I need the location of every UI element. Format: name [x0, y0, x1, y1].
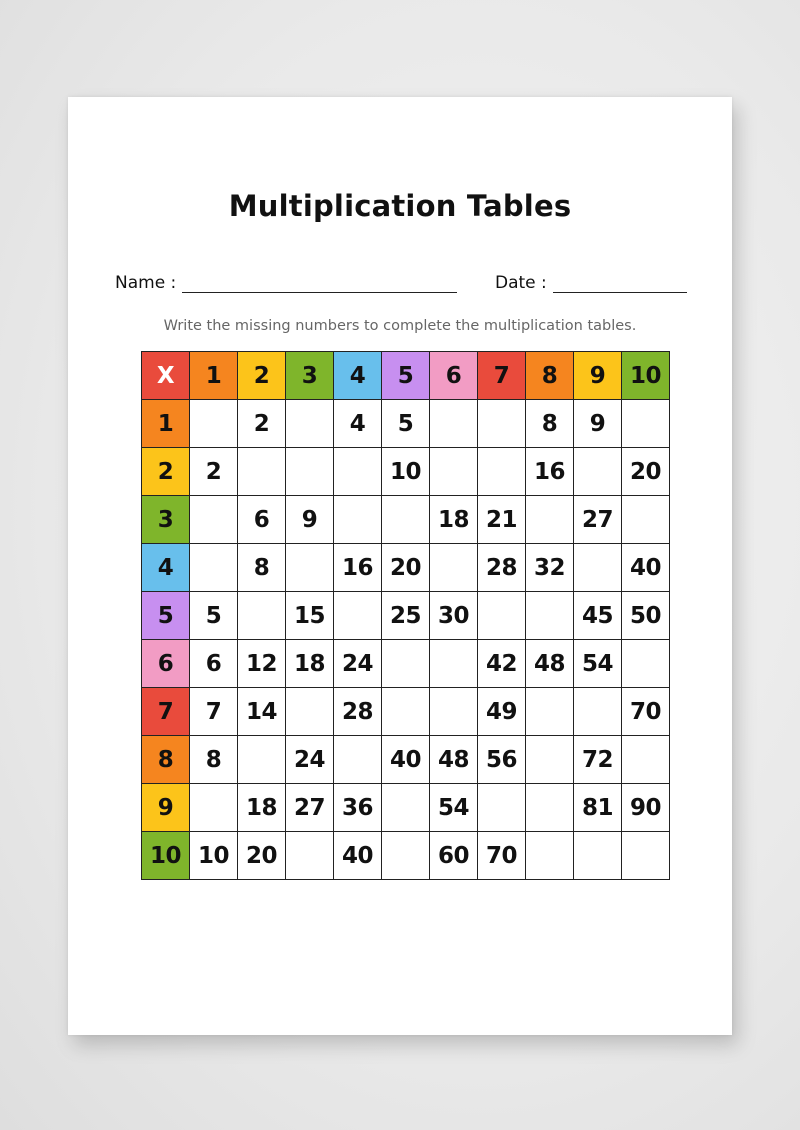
blank-answer-cell[interactable] — [526, 592, 574, 640]
multiplication-grid — [141, 351, 670, 880]
product-cell: 16 — [526, 448, 574, 496]
date-blank-line[interactable] — [553, 278, 687, 293]
product-cell: 81 — [574, 784, 622, 832]
product-cell: 40 — [622, 544, 670, 592]
product-cell: 32 — [526, 544, 574, 592]
product-cell: 5 — [382, 400, 430, 448]
product-cell: 8 — [238, 544, 286, 592]
blank-answer-cell[interactable] — [478, 448, 526, 496]
table-row — [142, 688, 670, 736]
product-cell: 54 — [430, 784, 478, 832]
row-header-4: 4 — [142, 544, 190, 592]
row-header-6: 6 — [142, 640, 190, 688]
product-cell: 20 — [382, 544, 430, 592]
blank-answer-cell[interactable] — [286, 400, 334, 448]
worksheet-page — [68, 97, 732, 1035]
blank-answer-cell[interactable] — [430, 400, 478, 448]
header-row — [142, 352, 670, 400]
blank-answer-cell[interactable] — [526, 736, 574, 784]
blank-answer-cell[interactable] — [622, 736, 670, 784]
table-row — [142, 448, 670, 496]
blank-answer-cell[interactable] — [526, 688, 574, 736]
row-header-3: 3 — [142, 496, 190, 544]
column-header-10: 10 — [622, 352, 670, 400]
column-header-2: 2 — [238, 352, 286, 400]
product-cell: 40 — [382, 736, 430, 784]
product-cell: 10 — [190, 832, 238, 880]
product-cell: 27 — [286, 784, 334, 832]
product-cell: 49 — [478, 688, 526, 736]
product-cell: 16 — [334, 544, 382, 592]
table-row — [142, 544, 670, 592]
blank-answer-cell[interactable] — [382, 496, 430, 544]
blank-answer-cell[interactable] — [526, 496, 574, 544]
table-row — [142, 640, 670, 688]
product-cell: 6 — [190, 640, 238, 688]
product-cell: 28 — [334, 688, 382, 736]
product-cell: 20 — [622, 448, 670, 496]
blank-answer-cell[interactable] — [382, 640, 430, 688]
blank-answer-cell[interactable] — [382, 784, 430, 832]
product-cell: 21 — [478, 496, 526, 544]
date-field — [495, 273, 687, 293]
blank-answer-cell[interactable] — [478, 400, 526, 448]
row-header-7: 7 — [142, 688, 190, 736]
blank-answer-cell[interactable] — [526, 784, 574, 832]
name-field — [115, 273, 457, 293]
blank-answer-cell[interactable] — [238, 736, 286, 784]
product-cell: 2 — [190, 448, 238, 496]
blank-answer-cell[interactable] — [334, 496, 382, 544]
row-header-8: 8 — [142, 736, 190, 784]
blank-answer-cell[interactable] — [430, 448, 478, 496]
blank-answer-cell[interactable] — [478, 592, 526, 640]
column-header-8: 8 — [526, 352, 574, 400]
product-cell: 5 — [190, 592, 238, 640]
blank-answer-cell[interactable] — [286, 448, 334, 496]
table-row — [142, 592, 670, 640]
product-cell: 40 — [334, 832, 382, 880]
product-cell: 90 — [622, 784, 670, 832]
name-blank-line[interactable] — [182, 278, 457, 293]
product-cell: 36 — [334, 784, 382, 832]
product-cell: 20 — [238, 832, 286, 880]
blank-answer-cell[interactable] — [574, 688, 622, 736]
product-cell: 42 — [478, 640, 526, 688]
product-cell: 50 — [622, 592, 670, 640]
product-cell: 24 — [334, 640, 382, 688]
column-header-9: 9 — [574, 352, 622, 400]
blank-answer-cell[interactable] — [190, 544, 238, 592]
blank-answer-cell[interactable] — [430, 688, 478, 736]
blank-answer-cell[interactable] — [622, 640, 670, 688]
name-label: Name : — [115, 273, 177, 293]
product-cell: 8 — [526, 400, 574, 448]
blank-answer-cell[interactable] — [430, 640, 478, 688]
product-cell: 48 — [526, 640, 574, 688]
date-label: Date : — [495, 273, 547, 293]
product-cell: 10 — [382, 448, 430, 496]
instructions-text: Write the missing numbers to complete the multiplication tables. — [163, 318, 637, 334]
table-row — [142, 496, 670, 544]
blank-answer-cell[interactable] — [430, 544, 478, 592]
column-header-1: 1 — [190, 352, 238, 400]
blank-answer-cell[interactable] — [286, 688, 334, 736]
blank-answer-cell[interactable] — [238, 448, 286, 496]
product-cell: 12 — [238, 640, 286, 688]
blank-answer-cell[interactable] — [190, 400, 238, 448]
table-row — [142, 832, 670, 880]
blank-answer-cell[interactable] — [574, 448, 622, 496]
worksheet-title: Multiplication Tables — [228, 189, 572, 223]
product-cell: 18 — [238, 784, 286, 832]
blank-answer-cell[interactable] — [622, 496, 670, 544]
product-cell: 18 — [286, 640, 334, 688]
product-cell: 4 — [334, 400, 382, 448]
product-cell: 7 — [190, 688, 238, 736]
product-cell: 54 — [574, 640, 622, 688]
row-header-2: 2 — [142, 448, 190, 496]
row-header-9: 9 — [142, 784, 190, 832]
blank-answer-cell[interactable] — [574, 832, 622, 880]
blank-answer-cell[interactable] — [190, 784, 238, 832]
column-header-3: 3 — [286, 352, 334, 400]
product-cell: 60 — [430, 832, 478, 880]
blank-answer-cell[interactable] — [286, 544, 334, 592]
product-cell: 30 — [430, 592, 478, 640]
corner-cell: X — [142, 352, 190, 400]
row-header-1: 1 — [142, 400, 190, 448]
product-cell: 48 — [430, 736, 478, 784]
product-cell: 70 — [478, 832, 526, 880]
blank-answer-cell[interactable] — [334, 736, 382, 784]
column-header-4: 4 — [334, 352, 382, 400]
table-row — [142, 784, 670, 832]
product-cell: 8 — [190, 736, 238, 784]
column-header-5: 5 — [382, 352, 430, 400]
product-cell: 45 — [574, 592, 622, 640]
table-row — [142, 736, 670, 784]
product-cell: 14 — [238, 688, 286, 736]
product-cell: 9 — [286, 496, 334, 544]
table-row — [142, 400, 670, 448]
row-header-5: 5 — [142, 592, 190, 640]
column-header-6: 6 — [430, 352, 478, 400]
product-cell: 6 — [238, 496, 286, 544]
blank-answer-cell[interactable] — [526, 832, 574, 880]
row-header-10: 10 — [142, 832, 190, 880]
product-cell: 25 — [382, 592, 430, 640]
blank-answer-cell[interactable] — [622, 400, 670, 448]
blank-answer-cell[interactable] — [286, 832, 334, 880]
blank-answer-cell[interactable] — [334, 448, 382, 496]
product-cell: 9 — [574, 400, 622, 448]
blank-answer-cell[interactable] — [478, 784, 526, 832]
product-cell: 28 — [478, 544, 526, 592]
blank-answer-cell[interactable] — [622, 832, 670, 880]
blank-answer-cell[interactable] — [190, 496, 238, 544]
blank-answer-cell[interactable] — [382, 832, 430, 880]
product-cell: 15 — [286, 592, 334, 640]
product-cell: 18 — [430, 496, 478, 544]
column-header-7: 7 — [478, 352, 526, 400]
blank-answer-cell[interactable] — [238, 592, 286, 640]
blank-answer-cell[interactable] — [334, 592, 382, 640]
product-cell: 72 — [574, 736, 622, 784]
product-cell: 24 — [286, 736, 334, 784]
blank-answer-cell[interactable] — [574, 544, 622, 592]
blank-answer-cell[interactable] — [382, 688, 430, 736]
product-cell: 27 — [574, 496, 622, 544]
product-cell: 2 — [238, 400, 286, 448]
product-cell: 56 — [478, 736, 526, 784]
product-cell: 70 — [622, 688, 670, 736]
